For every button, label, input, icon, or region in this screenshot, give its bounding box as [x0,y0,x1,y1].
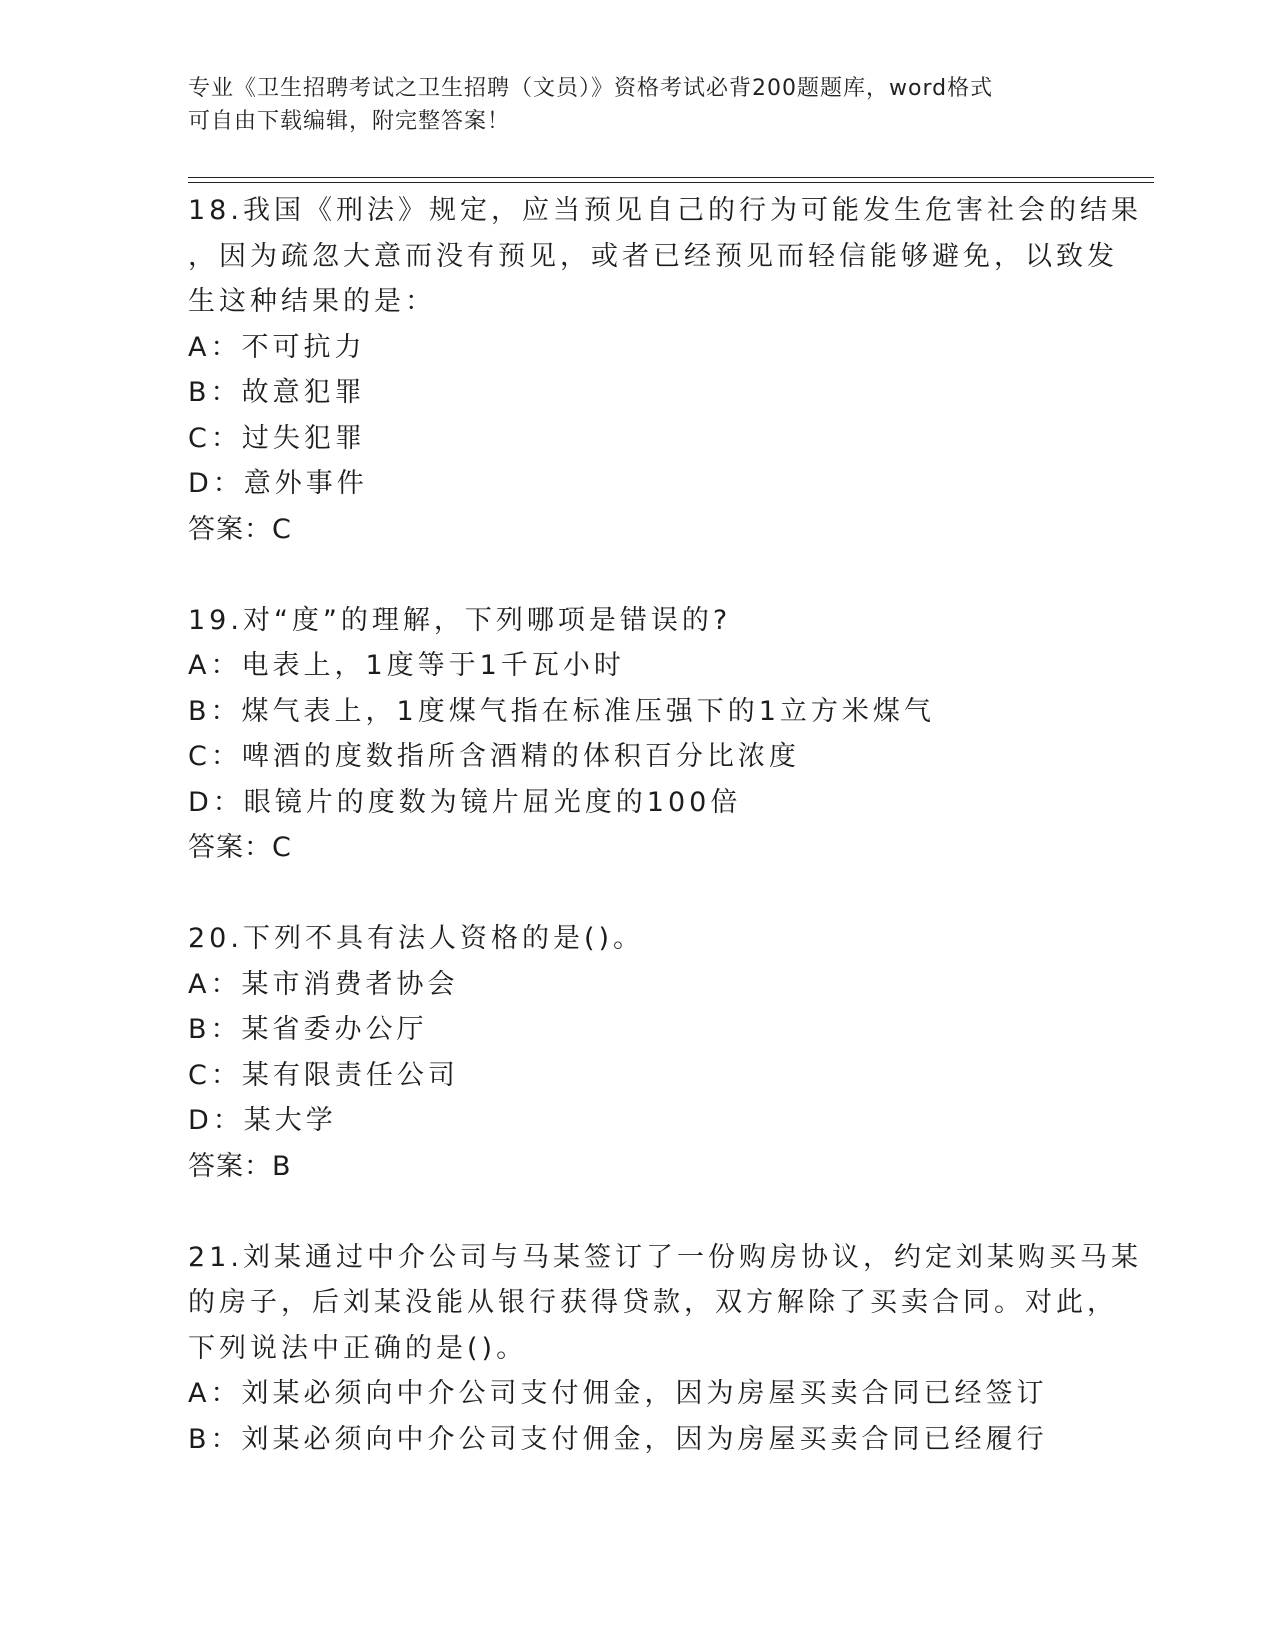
option-d: D：某大学 [188,1105,337,1136]
question-block [188,188,1142,552]
header-divider [188,182,1154,183]
option-c: C：过失犯罪 [188,422,366,454]
option-a: A：某市消费者协会 [188,968,459,1000]
document-header [188,72,1088,138]
question-text: 21.刘某通过中介公司与马某签订了一份购房协议，约定刘某购买马某 [188,1241,1142,1273]
option-d: D：眼镜片的度数为镜片屈光度的100倍 [188,786,742,818]
option-b: B：刘某必须向中介公司支付佣金，因为房屋买卖合同已经履行 [188,1423,1048,1455]
question-list [188,188,1142,1462]
option-b: B：煤气表上，1度煤气指在标准压强下的1立方米煤气 [188,695,935,727]
header-divider [188,177,1154,178]
option-a: A：电表上，1度等于1千瓦小时 [188,650,625,681]
spacer [188,871,1088,917]
question-text: ，因为疏忽大意而没有预见，或者已经预见而轻信能够避免，以致发 [188,240,1118,272]
option-c: C：某有限责任公司 [188,1059,459,1091]
question-block [188,1235,1142,1463]
question-text: 20.下列不具有法人资格的是()。 [188,923,645,954]
question-text: 19.对“度”的理解，下列哪项是错误的? [188,604,732,636]
spacer [188,552,1088,598]
option-a: A：刘某必须向中介公司支付佣金，因为房屋买卖合同已经签订 [188,1378,1048,1409]
option-c: C：啤酒的度数指所含酒精的体积百分比浓度 [188,741,800,772]
header-line: 可自由下载编辑，附完整答案！ [188,109,511,134]
header-line: 专业《卫生招聘考试之卫生招聘（文员）》资格考试必背200题题库，word格式 [188,76,994,101]
option-d: D：意外事件 [188,468,368,499]
answer-text: 答案：B [188,1150,292,1182]
answer-text: 答案：C [188,832,292,863]
question-block [188,916,1088,1189]
option-a: A：不可抗力 [188,331,366,363]
question-text: 的房子，后刘某没能从银行获得贷款，双方解除了买卖合同。对此， [188,1287,1118,1318]
answer-text: 答案：C [188,513,292,545]
question-text: 生这种结果的是： [188,286,436,317]
option-b: B：故意犯罪 [188,377,366,408]
question-block [188,598,1088,871]
option-b: B：某省委办公厅 [188,1014,428,1045]
question-text: 18.我国《刑法》规定，应当预见自己的行为可能发生危害社会的结果 [188,195,1142,226]
spacer [188,1189,1088,1235]
question-text: 下列说法中正确的是()。 [188,1332,528,1364]
